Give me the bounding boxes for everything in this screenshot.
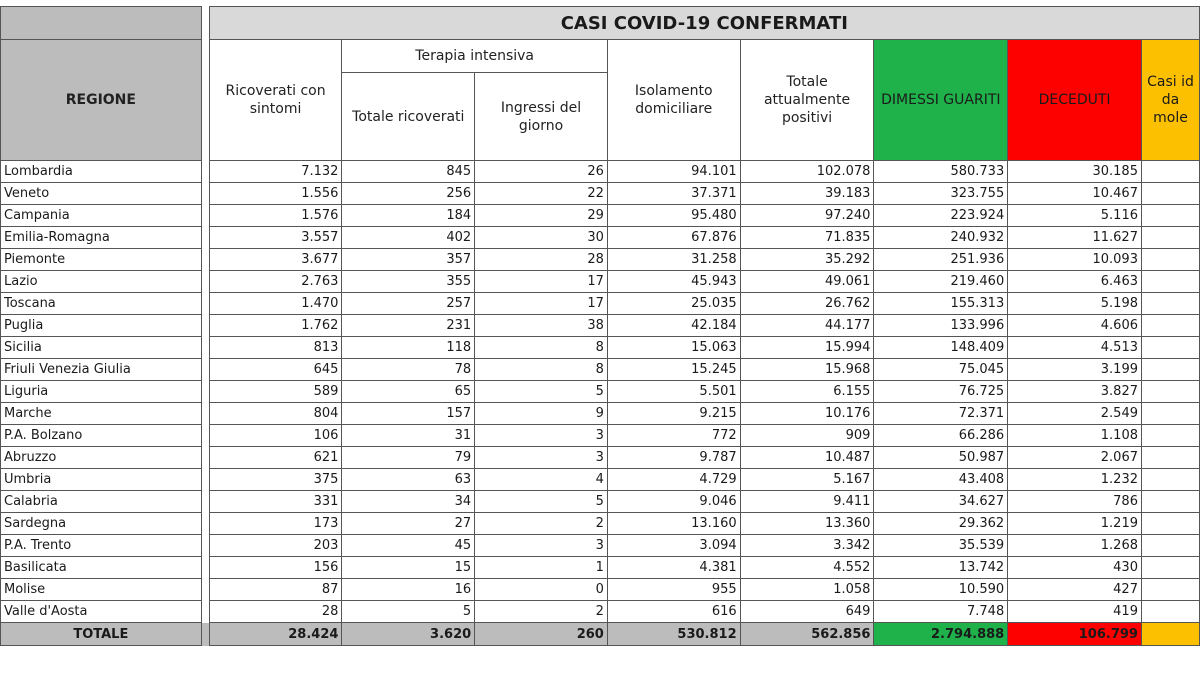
value-cell: 772 bbox=[607, 425, 740, 447]
value-cell: 50.987 bbox=[874, 447, 1008, 469]
value-cell-casi bbox=[1141, 425, 1199, 447]
value-cell: 156 bbox=[209, 557, 342, 579]
value-cell-casi bbox=[1141, 359, 1199, 381]
value-cell: 3.677 bbox=[209, 249, 342, 271]
value-cell: 3.094 bbox=[607, 535, 740, 557]
total-value: 260 bbox=[475, 623, 608, 646]
value-cell: 17 bbox=[475, 271, 608, 293]
value-cell: 10.590 bbox=[874, 579, 1008, 601]
value-cell: 3 bbox=[475, 535, 608, 557]
value-cell: 1.058 bbox=[740, 579, 874, 601]
value-cell-casi bbox=[1141, 447, 1199, 469]
value-cell-casi bbox=[1141, 557, 1199, 579]
total-label: TOTALE bbox=[1, 623, 202, 646]
header-deceduti: DECEDUTI bbox=[1008, 40, 1142, 161]
value-cell: 1.762 bbox=[209, 315, 342, 337]
value-cell: 38 bbox=[475, 315, 608, 337]
value-cell: 34 bbox=[342, 491, 475, 513]
header-dimessi: DIMESSI GUARITI bbox=[874, 40, 1008, 161]
table-row bbox=[1, 359, 1200, 381]
value-cell: 10.093 bbox=[1008, 249, 1142, 271]
header-casi: Casi id da mole bbox=[1141, 40, 1199, 161]
value-cell: 1 bbox=[475, 557, 608, 579]
region-name: Abruzzo bbox=[1, 447, 202, 469]
value-cell-casi bbox=[1141, 271, 1199, 293]
value-cell: 31 bbox=[342, 425, 475, 447]
value-cell: 30 bbox=[475, 227, 608, 249]
region-name: Lombardia bbox=[1, 161, 202, 183]
value-cell: 155.313 bbox=[874, 293, 1008, 315]
value-cell: 10.487 bbox=[740, 447, 874, 469]
region-name: Molise bbox=[1, 579, 202, 601]
region-name: Umbria bbox=[1, 469, 202, 491]
region-name: Friuli Venezia Giulia bbox=[1, 359, 202, 381]
header-positivi: Totale attualmente positivi bbox=[740, 40, 874, 161]
value-cell: 0 bbox=[475, 579, 608, 601]
value-cell: 5.198 bbox=[1008, 293, 1142, 315]
value-cell: 133.996 bbox=[874, 315, 1008, 337]
value-cell: 10.467 bbox=[1008, 183, 1142, 205]
value-cell: 95.480 bbox=[607, 205, 740, 227]
value-cell: 2.549 bbox=[1008, 403, 1142, 425]
region-name: Campania bbox=[1, 205, 202, 227]
value-cell: 231 bbox=[342, 315, 475, 337]
value-cell: 3 bbox=[475, 425, 608, 447]
value-cell: 102.078 bbox=[740, 161, 874, 183]
value-cell: 26.762 bbox=[740, 293, 874, 315]
value-cell: 35.539 bbox=[874, 535, 1008, 557]
value-cell-casi bbox=[1141, 315, 1199, 337]
table-row bbox=[1, 579, 1200, 601]
value-cell: 256 bbox=[342, 183, 475, 205]
total-value: 28.424 bbox=[209, 623, 342, 646]
value-cell: 43.408 bbox=[874, 469, 1008, 491]
value-cell: 25.035 bbox=[607, 293, 740, 315]
header-ingressi: Ingressi del giorno bbox=[475, 73, 608, 161]
header-isolamento: Isolamento domiciliare bbox=[607, 40, 740, 161]
region-name: Puglia bbox=[1, 315, 202, 337]
value-cell: 223.924 bbox=[874, 205, 1008, 227]
value-cell: 106 bbox=[209, 425, 342, 447]
table-row bbox=[1, 161, 1200, 183]
region-name: Veneto bbox=[1, 183, 202, 205]
value-cell: 357 bbox=[342, 249, 475, 271]
total-row bbox=[1, 623, 1200, 646]
value-cell: 29.362 bbox=[874, 513, 1008, 535]
table-row bbox=[1, 557, 1200, 579]
value-cell: 2.067 bbox=[1008, 447, 1142, 469]
value-cell: 5 bbox=[475, 491, 608, 513]
region-name: Toscana bbox=[1, 293, 202, 315]
region-name: Lazio bbox=[1, 271, 202, 293]
value-cell: 402 bbox=[342, 227, 475, 249]
value-cell: 955 bbox=[607, 579, 740, 601]
value-cell: 75.045 bbox=[874, 359, 1008, 381]
total-value: 106.799 bbox=[1008, 623, 1142, 646]
value-cell: 13.160 bbox=[607, 513, 740, 535]
region-name: Valle d'Aosta bbox=[1, 601, 202, 623]
total-casi bbox=[1141, 623, 1199, 646]
total-value: 2.794.888 bbox=[874, 623, 1008, 646]
value-cell: 1.108 bbox=[1008, 425, 1142, 447]
table-row bbox=[1, 535, 1200, 557]
value-cell-casi bbox=[1141, 601, 1199, 623]
table-row bbox=[1, 513, 1200, 535]
table-row bbox=[1, 249, 1200, 271]
value-cell: 76.725 bbox=[874, 381, 1008, 403]
value-cell-casi bbox=[1141, 249, 1199, 271]
value-cell: 430 bbox=[1008, 557, 1142, 579]
value-cell: 66.286 bbox=[874, 425, 1008, 447]
value-cell: 3.342 bbox=[740, 535, 874, 557]
value-cell: 2 bbox=[475, 513, 608, 535]
value-cell: 118 bbox=[342, 337, 475, 359]
value-cell-casi bbox=[1141, 161, 1199, 183]
value-cell: 87 bbox=[209, 579, 342, 601]
table-row bbox=[1, 337, 1200, 359]
value-cell: 589 bbox=[209, 381, 342, 403]
value-cell: 804 bbox=[209, 403, 342, 425]
covid-table bbox=[0, 6, 1200, 646]
value-cell-casi bbox=[1141, 535, 1199, 557]
value-cell: 621 bbox=[209, 447, 342, 469]
value-cell: 28 bbox=[209, 601, 342, 623]
value-cell: 4.606 bbox=[1008, 315, 1142, 337]
total-value: 562.856 bbox=[740, 623, 874, 646]
value-cell: 3.557 bbox=[209, 227, 342, 249]
value-cell: 71.835 bbox=[740, 227, 874, 249]
value-cell: 17 bbox=[475, 293, 608, 315]
value-cell: 3.827 bbox=[1008, 381, 1142, 403]
header-regione: REGIONE bbox=[1, 40, 202, 161]
value-cell: 4.729 bbox=[607, 469, 740, 491]
value-cell: 16 bbox=[342, 579, 475, 601]
value-cell: 97.240 bbox=[740, 205, 874, 227]
table-row bbox=[1, 447, 1200, 469]
value-cell: 5.501 bbox=[607, 381, 740, 403]
value-cell: 5.116 bbox=[1008, 205, 1142, 227]
value-cell: 5 bbox=[475, 381, 608, 403]
value-cell: 813 bbox=[209, 337, 342, 359]
value-cell: 1.232 bbox=[1008, 469, 1142, 491]
value-cell: 10.176 bbox=[740, 403, 874, 425]
header-corner bbox=[1, 7, 202, 40]
value-cell: 616 bbox=[607, 601, 740, 623]
value-cell: 65 bbox=[342, 381, 475, 403]
table-row bbox=[1, 491, 1200, 513]
value-cell: 786 bbox=[1008, 491, 1142, 513]
value-cell: 6.463 bbox=[1008, 271, 1142, 293]
value-cell: 2 bbox=[475, 601, 608, 623]
table-row bbox=[1, 601, 1200, 623]
header-totale-ricoverati: Totale ricoverati bbox=[342, 73, 475, 161]
value-cell: 251.936 bbox=[874, 249, 1008, 271]
value-cell: 148.409 bbox=[874, 337, 1008, 359]
value-cell: 49.061 bbox=[740, 271, 874, 293]
value-cell-casi bbox=[1141, 337, 1199, 359]
value-cell: 3.199 bbox=[1008, 359, 1142, 381]
value-cell: 42.184 bbox=[607, 315, 740, 337]
value-cell: 45 bbox=[342, 535, 475, 557]
value-cell: 78 bbox=[342, 359, 475, 381]
table-row bbox=[1, 381, 1200, 403]
value-cell: 7.748 bbox=[874, 601, 1008, 623]
value-cell-casi bbox=[1141, 227, 1199, 249]
table-row bbox=[1, 293, 1200, 315]
value-cell: 203 bbox=[209, 535, 342, 557]
value-cell-casi bbox=[1141, 579, 1199, 601]
value-cell: 419 bbox=[1008, 601, 1142, 623]
value-cell-casi bbox=[1141, 491, 1199, 513]
region-name: Sardegna bbox=[1, 513, 202, 535]
value-cell: 1.470 bbox=[209, 293, 342, 315]
value-cell-casi bbox=[1141, 293, 1199, 315]
value-cell: 3 bbox=[475, 447, 608, 469]
region-name: Sicilia bbox=[1, 337, 202, 359]
value-cell: 1.576 bbox=[209, 205, 342, 227]
value-cell-casi bbox=[1141, 469, 1199, 491]
value-cell: 645 bbox=[209, 359, 342, 381]
value-cell: 2.763 bbox=[209, 271, 342, 293]
value-cell: 331 bbox=[209, 491, 342, 513]
value-cell: 184 bbox=[342, 205, 475, 227]
value-cell: 15.968 bbox=[740, 359, 874, 381]
table-row bbox=[1, 425, 1200, 447]
value-cell: 15.994 bbox=[740, 337, 874, 359]
value-cell: 30.185 bbox=[1008, 161, 1142, 183]
table-row bbox=[1, 315, 1200, 337]
value-cell: 9.411 bbox=[740, 491, 874, 513]
region-name: Piemonte bbox=[1, 249, 202, 271]
value-cell: 9 bbox=[475, 403, 608, 425]
value-cell: 8 bbox=[475, 359, 608, 381]
value-cell: 219.460 bbox=[874, 271, 1008, 293]
table-row bbox=[1, 469, 1200, 491]
table-row bbox=[1, 227, 1200, 249]
value-cell-casi bbox=[1141, 183, 1199, 205]
region-name: P.A. Bolzano bbox=[1, 425, 202, 447]
region-name: Marche bbox=[1, 403, 202, 425]
value-cell: 34.627 bbox=[874, 491, 1008, 513]
value-cell-casi bbox=[1141, 205, 1199, 227]
table-row bbox=[1, 205, 1200, 227]
value-cell: 31.258 bbox=[607, 249, 740, 271]
value-cell: 79 bbox=[342, 447, 475, 469]
value-cell: 39.183 bbox=[740, 183, 874, 205]
value-cell: 44.177 bbox=[740, 315, 874, 337]
value-cell: 4 bbox=[475, 469, 608, 491]
value-cell: 26 bbox=[475, 161, 608, 183]
value-cell: 29 bbox=[475, 205, 608, 227]
value-cell: 22 bbox=[475, 183, 608, 205]
value-cell: 9.215 bbox=[607, 403, 740, 425]
value-cell: 257 bbox=[342, 293, 475, 315]
total-value: 3.620 bbox=[342, 623, 475, 646]
total-value: 530.812 bbox=[607, 623, 740, 646]
value-cell-casi bbox=[1141, 403, 1199, 425]
value-cell: 1.556 bbox=[209, 183, 342, 205]
header-terapia-intensiva: Terapia intensiva bbox=[342, 40, 607, 73]
value-cell: 94.101 bbox=[607, 161, 740, 183]
region-name: Basilicata bbox=[1, 557, 202, 579]
value-cell: 4.552 bbox=[740, 557, 874, 579]
value-cell: 5.167 bbox=[740, 469, 874, 491]
value-cell: 8 bbox=[475, 337, 608, 359]
value-cell: 1.268 bbox=[1008, 535, 1142, 557]
table-row bbox=[1, 271, 1200, 293]
value-cell: 67.876 bbox=[607, 227, 740, 249]
value-cell: 7.132 bbox=[209, 161, 342, 183]
value-cell-casi bbox=[1141, 381, 1199, 403]
value-cell: 27 bbox=[342, 513, 475, 535]
value-cell: 4.381 bbox=[607, 557, 740, 579]
value-cell: 240.932 bbox=[874, 227, 1008, 249]
region-name: Emilia-Romagna bbox=[1, 227, 202, 249]
value-cell: 9.787 bbox=[607, 447, 740, 469]
banner-title: CASI COVID-19 CONFERMATI bbox=[209, 7, 1199, 40]
value-cell: 1.219 bbox=[1008, 513, 1142, 535]
table-body bbox=[1, 161, 1200, 646]
value-cell-casi bbox=[1141, 513, 1199, 535]
value-cell: 173 bbox=[209, 513, 342, 535]
value-cell: 649 bbox=[740, 601, 874, 623]
value-cell: 6.155 bbox=[740, 381, 874, 403]
value-cell: 157 bbox=[342, 403, 475, 425]
region-name: Calabria bbox=[1, 491, 202, 513]
header-ricoverati: Ricoverati con sintomi bbox=[209, 40, 342, 161]
value-cell: 15.063 bbox=[607, 337, 740, 359]
value-cell: 845 bbox=[342, 161, 475, 183]
table-row bbox=[1, 183, 1200, 205]
value-cell: 9.046 bbox=[607, 491, 740, 513]
value-cell: 13.742 bbox=[874, 557, 1008, 579]
value-cell: 355 bbox=[342, 271, 475, 293]
value-cell: 427 bbox=[1008, 579, 1142, 601]
value-cell: 4.513 bbox=[1008, 337, 1142, 359]
region-name: P.A. Trento bbox=[1, 535, 202, 557]
value-cell: 13.360 bbox=[740, 513, 874, 535]
value-cell: 5 bbox=[342, 601, 475, 623]
value-cell: 375 bbox=[209, 469, 342, 491]
value-cell: 15 bbox=[342, 557, 475, 579]
value-cell: 63 bbox=[342, 469, 475, 491]
value-cell: 323.755 bbox=[874, 183, 1008, 205]
value-cell: 11.627 bbox=[1008, 227, 1142, 249]
region-name: Liguria bbox=[1, 381, 202, 403]
table-row bbox=[1, 403, 1200, 425]
value-cell: 580.733 bbox=[874, 161, 1008, 183]
value-cell: 28 bbox=[475, 249, 608, 271]
value-cell: 72.371 bbox=[874, 403, 1008, 425]
value-cell: 909 bbox=[740, 425, 874, 447]
value-cell: 15.245 bbox=[607, 359, 740, 381]
value-cell: 35.292 bbox=[740, 249, 874, 271]
value-cell: 45.943 bbox=[607, 271, 740, 293]
value-cell: 37.371 bbox=[607, 183, 740, 205]
